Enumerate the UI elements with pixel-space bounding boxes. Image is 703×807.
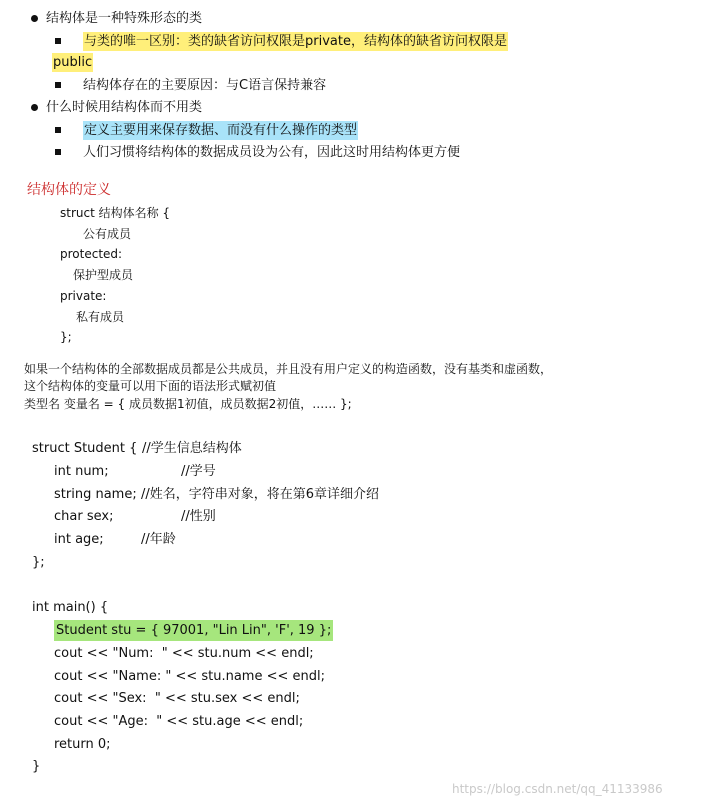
definition-line-protected-members: 保护型成员 — [73, 268, 134, 282]
code-member-comment: //姓名，字符串对象，将在第6章详细介绍 — [141, 487, 380, 502]
bullet-only-difference-text: 与类的唯一区别：类的缺省访问权限是private，结构体的缺省访问权限是 — [84, 34, 507, 49]
bullet-data-only-types-text: 定义主要用来保存数据、而没有什么操作的类型 — [84, 123, 358, 138]
init-syntax-line: 类型名 变量名 = { 成员数据1初值，成员数据2初值，…… }; — [24, 397, 352, 411]
bullet-c-compatibility: 结构体存在的主要原因：与C语言保持兼容 — [83, 78, 327, 93]
bullet-struct-is-class: 结构体是一种特殊形态的类 — [46, 11, 203, 26]
definition-line-close: }; — [60, 330, 72, 344]
code-member-comment: //性别 — [181, 509, 216, 524]
bullet-public-members: 人们习惯将结构体的数据成员设为公有，因此这时用结构体更方便 — [83, 145, 461, 160]
code-member-comment: //学号 — [181, 464, 216, 479]
bullet-square — [55, 38, 61, 44]
bullet-data-only-types — [83, 124, 358, 137]
code-member-decl: int num; — [54, 464, 109, 479]
bullet-square — [55, 127, 61, 133]
code-main-open: int main() { — [32, 600, 109, 615]
public-keyword: public — [53, 55, 93, 70]
definition-line-protected: protected: — [60, 247, 123, 261]
code-member-decl: string name; — [54, 487, 137, 502]
bullet-square — [55, 82, 61, 88]
code-main-line-init — [54, 624, 333, 637]
code-struct-close: }; — [32, 555, 45, 570]
code-main-line: cout << "Num: " << stu.num << endl; — [54, 646, 314, 661]
bullet-square — [55, 149, 61, 155]
definition-heading: 结构体的定义 — [27, 182, 111, 198]
code-member-decl: char sex; — [54, 509, 114, 524]
code-member-comment: //年龄 — [141, 532, 176, 547]
bullet-only-difference — [83, 35, 508, 48]
bullet-dot — [31, 104, 38, 111]
definition-line-struct: struct 结构体名称 { — [60, 206, 171, 220]
code-member-decl: int age; — [54, 532, 104, 547]
definition-line-private: private: — [60, 289, 107, 303]
code-main-line: return 0; — [54, 737, 111, 752]
bullet-dot — [31, 15, 38, 22]
definition-line-private-members: 私有成员 — [76, 310, 125, 324]
code-struct-comment: //学生信息结构体 — [142, 441, 242, 456]
definition-line-public-members: 公有成员 — [83, 227, 132, 241]
code-main-close: } — [32, 759, 41, 774]
code-main-line: cout << "Age: " << stu.age << endl; — [54, 714, 304, 729]
watermark-url: https://blog.csdn.net/qq_41133986 — [452, 782, 663, 796]
code-init-highlight: Student stu = { 97001, "Lin Lin", 'F', 19 }; — [54, 620, 333, 641]
init-text-line-2: 这个结构体的变量可以用下面的语法形式赋初值 — [24, 379, 277, 393]
bullet-when-to-use-struct: 什么时候用结构体而不用类 — [46, 100, 203, 115]
init-text-line-1: 如果一个结构体的全部数据成员都是公共成员，并且没有用户定义的构造函数，没有基类和虚函数， — [24, 362, 553, 376]
code-main-line: cout << "Sex: " << stu.sex << endl; — [54, 691, 300, 706]
code-main-line: cout << "Name: " << stu.name << endl; — [54, 669, 326, 684]
code-struct-open: struct Student { — [32, 441, 138, 456]
bullet-only-difference-continued — [52, 56, 93, 69]
